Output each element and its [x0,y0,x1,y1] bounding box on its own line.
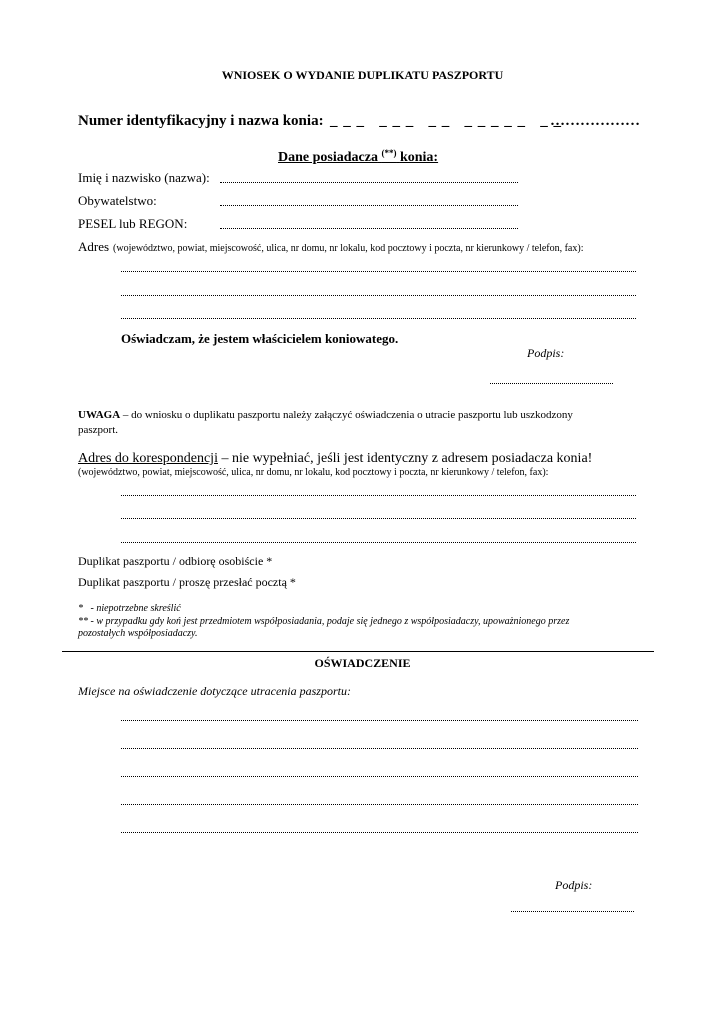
citizenship-label: Obywatelstwo: [78,193,157,208]
signature-field-2[interactable] [511,911,634,912]
pesel-input[interactable] [220,228,518,229]
owner-heading-suffix: konia: [399,150,439,165]
signature-field-1[interactable] [490,383,613,384]
statement-line-3[interactable] [121,776,638,777]
owner-section-heading [278,148,438,166]
horse-name-field[interactable]: ……………… [550,113,640,129]
address-label: Adres [78,239,110,254]
statement-heading: OŚWIADCZENIE [314,656,411,670]
delivery-pickup-option[interactable]: Duplikat paszportu / odbiorę osobiście * [78,554,273,568]
correspondence-line-1[interactable] [121,495,636,496]
correspondence-text: – nie wypełniać, jeśli jest identyczny z adresem posiadacza konia! [217,451,593,466]
note-label: UWAGA [78,409,121,421]
correspondence-label: Adres do korespondencji [78,451,218,466]
address-line-3[interactable] [121,318,636,319]
owner-heading-text: Dane posiadacza [278,150,378,165]
citizenship-input[interactable] [220,205,518,206]
name-input[interactable] [220,182,518,183]
section-divider [62,651,654,652]
footnote-one-star: * - niepotrzebne skreślić [78,603,181,614]
correspondence-hint: (województwo, powiat, miejscowość, ulica, nr domu, nr lokalu, kod pocztowy i poczta, nr kierunkowy / telefon, fax): [78,467,549,478]
statement-line-4[interactable] [121,804,638,805]
correspondence-line-2[interactable] [121,518,636,519]
footnote-two-star-2: pozostałych współposiadaczy. [78,628,198,639]
statement-prompt: Miejsce na oświadczenie dotyczące utracenia paszportu: [78,684,351,698]
correspondence-row [78,451,592,467]
document-title: WNIOSEK O WYDANIE DUPLIKATU PASZPORTU [221,68,504,82]
horse-id-code-field[interactable]: _ _ _ _ _ _ _ _ _ _ _ _ _ _ _ [330,113,562,129]
horse-id-label: Numer identyfikacyjny i nazwa konia: [78,113,324,129]
address-hint: (województwo, powiat, miejscowość, ulica, nr domu, nr lokalu, kod pocztowy i poczta, nr kierunkowy / telefon, fax): [113,243,584,254]
owner-declaration: Oświadczam, że jestem właścicielem koniowatego. [121,331,399,346]
delivery-mail-option[interactable]: Duplikat paszportu / proszę przesłać pocztą * [78,575,296,589]
pesel-label: PESEL lub REGON: [78,216,188,231]
footnote-two-star-1: ** - w przypadku gdy koń jest przedmiotem współposiadania, podaje się jednego z współposiadaczy, upoważnionego przez [78,616,570,627]
correspondence-line-3[interactable] [121,542,636,543]
statement-line-1[interactable] [121,720,638,721]
note-line-2: paszport. [78,424,119,436]
address-line-2[interactable] [121,295,636,296]
signature-label-2: Podpis: [555,878,593,892]
address-row [78,238,583,256]
name-label: Imię i nazwisko (nazwa): [78,170,210,185]
note-line-1 [78,409,573,421]
address-line-1[interactable] [121,271,636,272]
note-text-1: – do wniosku o duplikatu paszportu należy załączyć oświadczenia o utracie paszportu lub uszkodzony [120,409,573,421]
owner-heading-mark: (**) [381,148,397,158]
statement-line-2[interactable] [121,748,638,749]
signature-label-1: Podpis: [527,346,565,360]
statement-line-5[interactable] [121,832,638,833]
